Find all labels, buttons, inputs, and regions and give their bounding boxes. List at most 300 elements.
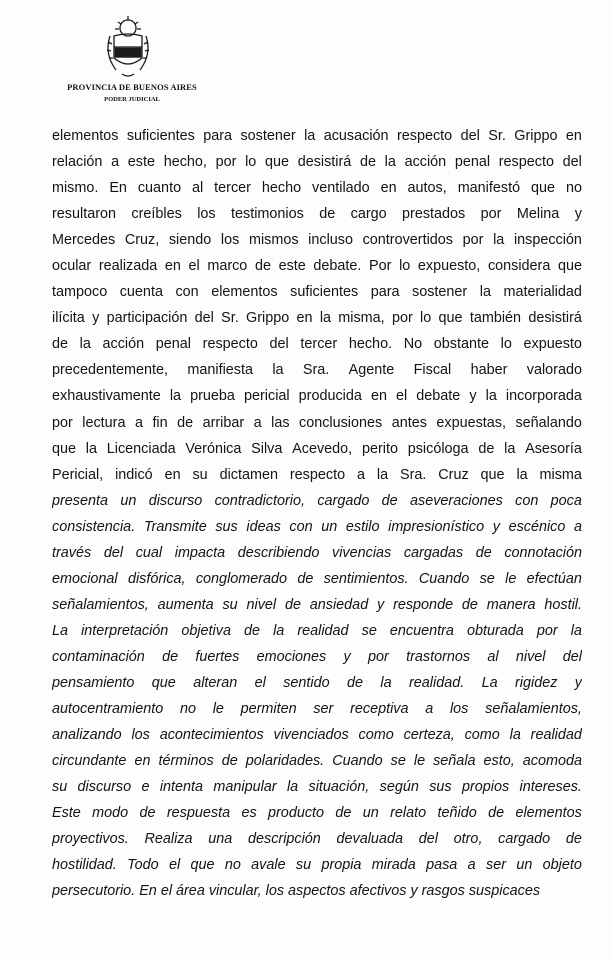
underlined-word: e — [141, 774, 149, 800]
word: de — [335, 805, 352, 822]
word: Realiza — [144, 831, 193, 848]
word: rasgos — [421, 883, 465, 900]
word: Pericial, — [52, 466, 104, 483]
word: una — [208, 831, 233, 848]
word: Transmite — [143, 518, 207, 535]
text-line — [52, 514, 582, 540]
word: se — [390, 753, 406, 770]
underlined-word: cargo — [351, 201, 387, 227]
word: de — [478, 440, 495, 457]
underlined-word: respecto — [203, 331, 258, 357]
underlined-word: inspección — [514, 227, 582, 253]
word: del — [103, 544, 124, 561]
word: expuesto — [523, 336, 582, 353]
word: precedentemente, — [52, 362, 169, 379]
underlined-word: Todo — [127, 852, 158, 878]
underlined-word: con — [175, 279, 198, 305]
word: circundante — [52, 753, 127, 770]
word: proyectivos. — [52, 831, 129, 848]
underlined-word: la — [320, 305, 331, 331]
word: esto, — [483, 753, 515, 770]
underlined-word: ilícita — [52, 305, 85, 331]
word: Cuando — [332, 753, 383, 770]
underlined-word: debate. — [313, 253, 361, 279]
underlined-word: la — [287, 774, 298, 800]
word: ideas — [246, 518, 281, 535]
underlined-word: penal — [156, 331, 191, 357]
word: Este — [52, 805, 81, 822]
underlined-word: objetiva — [181, 618, 231, 644]
underlined-word: de — [255, 253, 271, 279]
underlined-word: del — [461, 123, 480, 149]
underlined-word: autos, — [408, 175, 447, 201]
underlined-word: por — [216, 149, 237, 175]
underlined-word: y — [92, 305, 99, 331]
underlined-word: trastornos — [406, 644, 470, 670]
underlined-word: manipular — [213, 774, 276, 800]
underlined-word: el — [169, 852, 180, 878]
word: a — [425, 701, 434, 718]
underlined-word: manifiesta — [187, 357, 253, 383]
underlined-word: incluso — [308, 227, 353, 253]
word: un — [362, 805, 379, 822]
text-line — [52, 436, 582, 462]
word: por — [52, 414, 73, 431]
word: indicó — [115, 466, 153, 483]
underlined-word: lo — [245, 149, 256, 175]
underlined-word: se — [362, 618, 377, 644]
underlined-word: Mercedes — [52, 227, 115, 253]
word: antes — [391, 414, 427, 431]
underlined-word: desistirá — [528, 305, 582, 331]
underlined-word: respecto — [499, 149, 554, 175]
word: Cuando — [418, 570, 470, 587]
underlined-word: en — [165, 253, 181, 279]
underlined-word: en — [381, 175, 397, 201]
word: efectúan — [526, 570, 582, 587]
underlined-word: su — [52, 774, 67, 800]
word: dictamen — [219, 466, 278, 483]
underlined-word: Cruz, — [125, 227, 159, 253]
text-line — [52, 462, 582, 488]
underlined-word: este — [128, 149, 155, 175]
underlined-word: marco — [207, 253, 247, 279]
underlined-word: por — [537, 618, 558, 644]
word: un — [321, 518, 338, 535]
underlined-word: participación — [107, 305, 188, 331]
word: cargado — [317, 492, 370, 509]
text-line — [52, 826, 582, 852]
word: un — [120, 492, 137, 509]
underlined-word: elementos — [52, 123, 118, 149]
word: lectura — [82, 414, 126, 431]
word: cargado — [498, 831, 551, 848]
argentina-coat-of-arms-icon — [102, 14, 154, 80]
word: escénico — [508, 518, 566, 535]
underlined-word: no — [566, 175, 582, 201]
underlined-word: propia — [321, 852, 361, 878]
word: conclusiones — [299, 414, 383, 431]
underlined-word: sostener — [240, 123, 295, 149]
text-line — [52, 696, 582, 722]
word: disfórica, — [127, 570, 186, 587]
word: la — [504, 440, 516, 457]
word: de — [488, 805, 505, 822]
word: y — [410, 883, 418, 900]
word: autocentramiento — [52, 701, 164, 718]
word: su — [192, 466, 208, 483]
underlined-word: ser — [486, 852, 506, 878]
underlined-word: cuanto — [138, 175, 181, 201]
word: consistencia. — [52, 518, 136, 535]
word: permiten — [240, 701, 297, 718]
underlined-word: del — [195, 305, 214, 331]
word: de — [461, 596, 478, 613]
word: y — [574, 674, 582, 691]
underlined-word: cuenta — [120, 279, 163, 305]
underlined-word: fuertes — [195, 644, 239, 670]
underlined-word: creíbles — [131, 201, 181, 227]
underlined-word: Sr. — [221, 305, 239, 331]
text-line — [52, 722, 582, 748]
underlined-word: materialidad — [504, 279, 582, 305]
word: la — [509, 727, 521, 744]
province-name: PROVINCIA DE BUENOS AIRES — [67, 82, 197, 92]
underlined-word: y — [575, 201, 582, 227]
word: aumenta — [157, 596, 214, 613]
underlined-word: del — [270, 331, 289, 357]
word: psicóloga — [407, 440, 469, 457]
word: Verónica — [185, 440, 242, 457]
word: con — [289, 518, 313, 535]
word: con — [515, 492, 539, 509]
underlined-word: mirada — [372, 852, 416, 878]
word: incorporada — [505, 388, 582, 405]
word: en — [164, 466, 181, 483]
word: lo — [500, 336, 512, 353]
text-line — [52, 123, 582, 149]
underlined-word: acción — [103, 331, 145, 357]
text-line — [52, 279, 582, 305]
underlined-word: testimonios — [231, 201, 304, 227]
text-line — [52, 410, 582, 436]
letterhead — [0, 0, 612, 125]
underlined-word: acción — [405, 149, 447, 175]
underlined-word: en — [566, 123, 582, 149]
underlined-word: misma, — [338, 305, 384, 331]
underlined-word: el — [189, 253, 200, 279]
underlined-word: Grippo — [514, 123, 557, 149]
text-line — [52, 670, 582, 696]
underlined-word: sentido — [283, 670, 329, 696]
underlined-word: siendo — [169, 227, 211, 253]
text-line — [52, 878, 582, 904]
underlined-word: realizada — [99, 253, 157, 279]
underlined-word: tercer — [214, 175, 251, 201]
word: haber — [470, 362, 508, 379]
underlined-word: de — [360, 149, 376, 175]
underlined-word: respecto — [397, 123, 452, 149]
word: relato — [390, 805, 427, 822]
underlined-word: Sra. — [400, 462, 426, 488]
underlined-word: la — [272, 357, 283, 383]
underlined-word: al — [487, 644, 498, 670]
word: no — [179, 701, 196, 718]
word: sentimientos. — [323, 570, 409, 587]
word: manera — [486, 596, 536, 613]
word: cargadas — [403, 544, 464, 561]
text-line — [52, 592, 582, 618]
underlined-word: la — [80, 331, 91, 357]
underlined-word: intenta — [160, 774, 203, 800]
underlined-word: acusación — [324, 123, 389, 149]
word: elementos — [515, 805, 582, 822]
word: discurso — [148, 492, 203, 509]
underlined-word: por — [481, 201, 502, 227]
text-line — [52, 227, 582, 253]
underlined-word: hecho. — [349, 331, 392, 357]
word: los — [449, 701, 469, 718]
underlined-word: de — [52, 331, 68, 357]
word: suspicaces — [468, 883, 541, 900]
underlined-word: intereses. — [520, 774, 582, 800]
word: fin — [152, 414, 168, 431]
underlined-word: nivel — [516, 644, 546, 670]
underlined-word: hecho, — [164, 149, 207, 175]
underlined-word: para — [203, 123, 232, 149]
underlined-word: del — [563, 149, 582, 175]
word: aseveraciones — [410, 492, 503, 509]
underlined-word: tercer — [300, 331, 337, 357]
word: responde — [393, 596, 454, 613]
underlined-word: y — [344, 644, 351, 670]
underlined-word: controvertidos — [363, 227, 453, 253]
word: modo — [92, 805, 129, 822]
underlined-word: propios — [462, 774, 509, 800]
underlined-word: de — [244, 618, 260, 644]
text-line — [52, 331, 582, 357]
word: acontecimientos — [159, 727, 264, 744]
word: poca — [550, 492, 582, 509]
underlined-word: ventilado — [312, 175, 370, 201]
underlined-word: mismos — [249, 227, 299, 253]
word: y — [492, 518, 500, 535]
word: Asesoría — [525, 440, 582, 457]
word: teñido — [437, 805, 477, 822]
text-line — [52, 774, 582, 800]
text-line — [52, 149, 582, 175]
underlined-word: lo — [420, 305, 431, 331]
underlined-word: en — [297, 305, 313, 331]
word: Fiscal — [413, 362, 452, 379]
underlined-word: que — [439, 305, 463, 331]
underlined-word: que — [558, 253, 582, 279]
word: a — [253, 414, 262, 431]
underlined-word: de — [319, 201, 335, 227]
word: debate — [416, 388, 461, 405]
underlined-word: Grippo — [246, 305, 289, 331]
word: en — [370, 388, 387, 405]
word: de — [381, 492, 398, 509]
word: de — [475, 544, 492, 561]
word: el — [160, 883, 173, 900]
word: de — [177, 414, 194, 431]
word: de — [297, 570, 314, 587]
word: afectivos — [349, 883, 407, 900]
word: a — [573, 518, 582, 535]
word: certeza, — [403, 727, 455, 744]
word: respuesta — [166, 805, 231, 822]
word: nivel — [246, 596, 277, 613]
word: producto — [268, 805, 325, 822]
underlined-word: manifestó — [458, 175, 520, 201]
word: señala — [433, 753, 476, 770]
underlined-word: desistirá — [298, 149, 352, 175]
underlined-word: Agente — [349, 357, 395, 383]
underlined-word: respecto — [290, 462, 345, 488]
word: de — [139, 805, 156, 822]
word: es — [241, 805, 257, 822]
word: su — [222, 596, 238, 613]
word: vivenciados — [273, 727, 349, 744]
underlined-word: Melina — [517, 201, 559, 227]
word: a — [134, 414, 143, 431]
underlined-word: que — [531, 175, 555, 201]
underlined-word: discurso — [78, 774, 132, 800]
underlined-word: realidad. — [409, 670, 464, 696]
word: la — [85, 440, 97, 457]
word: aspectos — [288, 883, 346, 900]
underlined-word: la — [170, 383, 181, 409]
word: impacta — [174, 544, 226, 561]
text-line — [52, 357, 582, 383]
underlined-word: prueba — [190, 383, 235, 409]
underlined-word: la — [493, 227, 504, 253]
text-line — [52, 201, 582, 227]
underlined-word: este — [279, 253, 306, 279]
word: obstante — [433, 336, 490, 353]
underlined-word: por — [368, 644, 389, 670]
underlined-word: avale — [251, 852, 285, 878]
underlined-word: la — [385, 149, 396, 175]
word: Acevedo, — [292, 440, 353, 457]
text-line — [52, 644, 582, 670]
underlined-word: a — [111, 149, 119, 175]
underlined-word: realidad — [297, 618, 348, 644]
word: las — [271, 414, 290, 431]
underlined-word: también — [470, 305, 521, 331]
text-line — [52, 852, 582, 878]
underlined-word: al — [192, 175, 203, 201]
word: señalamientos, — [485, 701, 582, 718]
word: área — [176, 883, 205, 900]
underlined-word: suficientes — [127, 123, 195, 149]
word: vivencias — [332, 544, 392, 561]
underlined-word: no — [225, 852, 241, 878]
word: que — [480, 466, 505, 483]
word: analizando — [52, 727, 122, 744]
judicial-power-label: PODER JUDICIAL — [104, 96, 160, 103]
document-body — [52, 123, 582, 904]
word: que — [52, 440, 77, 457]
underlined-word: Por — [369, 253, 391, 279]
text-line — [52, 566, 582, 592]
underlined-word: por — [463, 227, 484, 253]
word: través — [52, 544, 92, 561]
word: presenta — [52, 492, 109, 509]
underlined-word: a — [357, 462, 365, 488]
word: de — [565, 831, 582, 848]
word: de — [221, 753, 238, 770]
underlined-word: Sra. — [303, 357, 329, 383]
underlined-word: la — [380, 670, 391, 696]
word: Silva — [251, 440, 283, 457]
underlined-word: que — [190, 852, 214, 878]
word: cual — [135, 544, 163, 561]
word: arribar — [202, 414, 245, 431]
text-line — [52, 488, 582, 514]
underlined-word: que — [152, 670, 176, 696]
word: le — [505, 570, 517, 587]
underlined-word: según — [380, 774, 419, 800]
word: conglomerado — [195, 570, 288, 587]
word: impresionístico — [388, 518, 485, 535]
word: sus — [215, 518, 238, 535]
underlined-word: considera — [488, 253, 550, 279]
word: receptiva — [350, 701, 409, 718]
underlined-word: interpretación — [81, 618, 168, 644]
word: connotación — [504, 544, 582, 561]
text-line — [52, 800, 582, 826]
underlined-word: los — [221, 227, 239, 253]
word: devaluada — [336, 831, 403, 848]
underlined-word: la — [304, 123, 315, 149]
word: le — [413, 753, 426, 770]
word: le — [212, 701, 224, 718]
word: se — [479, 570, 495, 587]
underlined-word: a — [468, 852, 476, 878]
underlined-word: el — [255, 670, 266, 696]
underlined-word: del — [563, 644, 582, 670]
word: y — [377, 596, 385, 613]
word: descripción — [248, 831, 321, 848]
underlined-word: los — [197, 201, 215, 227]
word: producida — [298, 388, 362, 405]
text-line — [52, 383, 582, 409]
word: hostil. — [544, 596, 582, 613]
underlined-word: expuesto, — [418, 253, 480, 279]
underlined-word: La — [52, 618, 68, 644]
underlined-word: relación — [52, 149, 102, 175]
text-line — [52, 175, 582, 201]
underlined-word: la — [571, 618, 582, 644]
word: señalamientos, — [52, 596, 149, 613]
word: el — [396, 388, 408, 405]
word: hostilidad. — [52, 857, 117, 874]
underlined-word: de — [347, 670, 363, 696]
word: de — [284, 596, 301, 613]
underlined-word: que — [265, 149, 289, 175]
word: en — [134, 753, 151, 770]
underlined-word: persecutorio. — [52, 878, 135, 904]
underlined-word: sus — [429, 774, 451, 800]
text-line — [52, 305, 582, 331]
text-line — [52, 540, 582, 566]
underlined-word: para — [371, 279, 400, 305]
word: la — [485, 388, 497, 405]
word: y — [469, 388, 477, 405]
word: describiendo — [237, 544, 320, 561]
